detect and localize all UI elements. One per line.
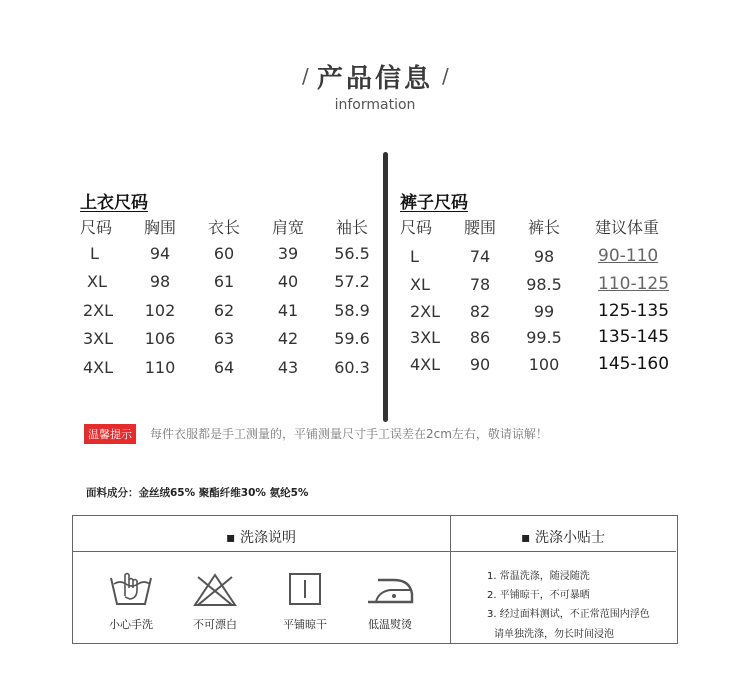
top-header-chest: 胸围 — [143, 218, 176, 237]
washing-tip: 请单独洗涤，勿长时间浸泡 — [494, 629, 614, 640]
table-cell: 4XL — [83, 358, 114, 377]
table-cell: 90 — [469, 355, 491, 374]
top-size-table — [80, 212, 380, 382]
warm-tip-badge: 温馨提示 — [84, 424, 136, 444]
top-header-length: 衣长 — [207, 218, 240, 237]
table-cell: 98 — [149, 272, 171, 291]
table-cell: 145-160 — [598, 354, 670, 374]
page-subtitle: information — [334, 97, 416, 113]
table-cell: XL — [410, 275, 430, 294]
washing-tip: 2. 平铺晾干，不可暴晒 — [487, 590, 590, 601]
table-cell: L — [90, 244, 99, 263]
table-cell: 3XL — [410, 328, 441, 347]
table-cell: 2XL — [410, 302, 441, 321]
pants-header-weight: 建议体重 — [595, 218, 660, 237]
dry-flat-label: 平铺晾干 — [283, 618, 327, 631]
table-cell: 100 — [528, 355, 560, 374]
table-cell: 4XL — [410, 355, 441, 374]
pants-size-title: 裤子尺码 — [400, 193, 468, 213]
washing-tips-title: 洗涤小贴士 — [534, 530, 605, 546]
table-cell: 2XL — [83, 301, 114, 320]
table-cell: 3XL — [83, 329, 114, 348]
table-cell: 58.9 — [334, 301, 370, 320]
table-cell: 41 — [277, 301, 299, 320]
table-cell: 102 — [144, 301, 176, 320]
table-cell: 99 — [533, 302, 555, 321]
hand-wash-icon — [108, 568, 154, 608]
table-cell: 57.2 — [334, 272, 370, 291]
care-header-divider — [72, 551, 676, 552]
table-cell: 125-135 — [598, 301, 670, 321]
hand-wash-label: 小心手洗 — [109, 618, 153, 631]
table-cell: 86 — [469, 328, 491, 347]
no-bleach-label: 不可漂白 — [193, 618, 237, 631]
table-cell: 98.5 — [526, 275, 562, 294]
top-header-sleeve: 袖长 — [335, 218, 368, 237]
page-title: 产品信息 — [316, 64, 433, 94]
washing-tip: 1. 常温洗涤，随浸随洗 — [487, 571, 590, 582]
dry-flat-icon — [288, 572, 322, 606]
washing-instructions-heading — [0, 527, 450, 547]
bullet-icon: ▪ — [521, 530, 531, 546]
no-bleach-icon — [192, 572, 238, 608]
table-cell: 98 — [533, 247, 555, 266]
table-cell: 60 — [213, 244, 235, 263]
top-size-title: 上衣尺码 — [80, 193, 148, 213]
table-cell: 99.5 — [526, 328, 562, 347]
pants-header-size: 尺码 — [400, 218, 433, 237]
measurement-notice: 每件衣服都是手工测量的，平铺测量尺寸手工误差在2cm左右，敬请谅解！ — [150, 427, 548, 441]
fabric-composition: 面料成分：金丝绒65% 聚酯纤维30% 氨纶5% — [86, 487, 309, 499]
table-cell: 39 — [277, 244, 299, 263]
washing-instructions-title: 洗涤说明 — [239, 530, 296, 546]
table-cell: XL — [87, 272, 107, 291]
table-cell: 40 — [277, 272, 299, 291]
table-cell: 60.3 — [334, 358, 370, 377]
table-cell: 42 — [277, 329, 299, 348]
title-slash-right: / — [442, 64, 449, 88]
pants-header-waist: 腰围 — [463, 218, 496, 237]
bullet-icon: ▪ — [226, 530, 236, 546]
table-cell: 82 — [469, 302, 491, 321]
vertical-divider — [383, 152, 388, 422]
pants-header-length: 裤长 — [527, 218, 560, 237]
table-cell: 62 — [213, 301, 235, 320]
table-cell: 110-125 — [598, 274, 670, 294]
title-slash-left: / — [302, 64, 309, 88]
table-cell: 135-145 — [598, 327, 670, 347]
low-temp-iron-label: 低温熨烫 — [368, 618, 412, 631]
top-header-shoulder: 肩宽 — [271, 218, 304, 237]
low-temp-iron-icon — [364, 574, 416, 606]
top-header-size: 尺码 — [80, 218, 113, 237]
table-cell: 64 — [213, 358, 235, 377]
table-cell: 59.6 — [334, 329, 370, 348]
table-cell: 63 — [213, 329, 235, 348]
table-cell: L — [410, 247, 419, 266]
table-cell: 43 — [277, 358, 299, 377]
table-cell: 61 — [213, 272, 235, 291]
washing-tip: 3. 经过面料测试，不正常范围内浮色 — [487, 609, 650, 620]
washing-tips-heading — [450, 527, 676, 547]
table-cell: 56.5 — [334, 244, 370, 263]
table-cell: 78 — [469, 275, 491, 294]
pants-size-table — [400, 212, 700, 382]
table-cell: 110 — [144, 358, 176, 377]
table-cell: 74 — [469, 247, 491, 266]
table-cell: 106 — [144, 329, 176, 348]
table-cell: 94 — [149, 244, 171, 263]
table-cell: 90-110 — [598, 246, 659, 266]
